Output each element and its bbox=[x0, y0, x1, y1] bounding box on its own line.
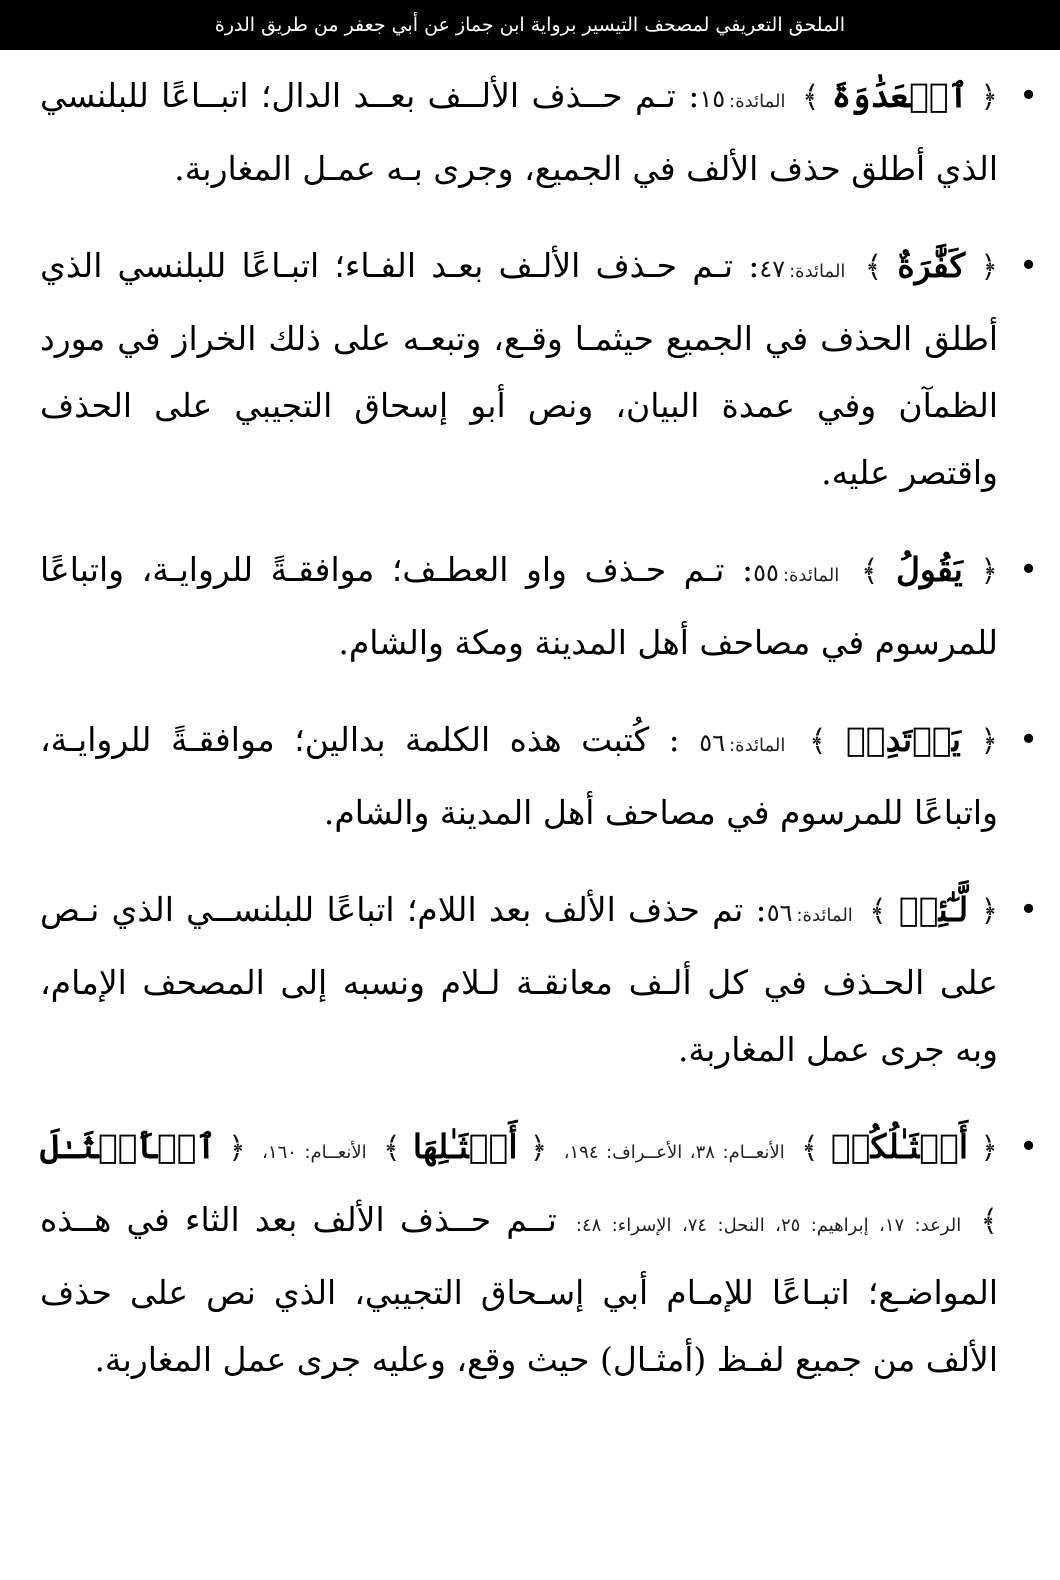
list-item bbox=[40, 62, 1038, 202]
bullet-icon: • bbox=[1019, 720, 1038, 758]
page-header bbox=[0, 0, 1060, 50]
ornament-open-icon: ﴿ bbox=[980, 724, 998, 759]
ornament-close-icon: ﴾ bbox=[808, 724, 827, 759]
entry-text: : تم حذف الألف بعد اللام؛ اتباعًا للبلنســي الذي نـص على الحـذف في كل ألـف معانقـة لـلام ونسبه إلى المصحف الإمام، وبه جرى عمل المغاربة. bbox=[40, 890, 998, 1069]
entry-text: : كُتبت هذه الكلمة بدالين؛ موافقـةً للروايـة، واتباعًا للمرسوم في مصاحف أهل المدينة والشام. bbox=[40, 720, 998, 832]
header-title: الملحق التعريفي لمصحف التيسير برواية ابن جماز عن أبي جعفر من طريق الدرة bbox=[214, 14, 846, 36]
quran-word: كَفَّٰرَةٌ bbox=[897, 246, 966, 285]
verse-number: ١٥ bbox=[699, 85, 726, 113]
ornament-open-icon: ﴿ bbox=[980, 80, 998, 115]
document-body bbox=[40, 62, 1038, 1423]
ornament-close-icon: ﴾ bbox=[383, 1131, 401, 1166]
ornament-close-icon: ﴾ bbox=[801, 1131, 819, 1166]
ornament-open-icon: ﴿ bbox=[228, 1131, 246, 1166]
ornament-close-icon: ﴾ bbox=[801, 80, 820, 115]
surah-label: المائدة: bbox=[789, 261, 846, 282]
bullet-icon: • bbox=[1019, 890, 1038, 928]
quran-word: يَقُولُ bbox=[895, 550, 963, 589]
ornament-open-icon: ﴿ bbox=[529, 1131, 548, 1166]
ornament-close-icon: ﴾ bbox=[860, 554, 879, 589]
quran-word: ٱلۡعَدَٰوَةَ bbox=[831, 76, 969, 115]
ornament-close-icon: ﴾ bbox=[869, 894, 887, 929]
surah-label: المائدة: bbox=[729, 91, 786, 112]
verse-number: ٥٦ bbox=[766, 899, 793, 927]
list-item bbox=[40, 1113, 1038, 1393]
bullet-icon: • bbox=[1019, 550, 1038, 588]
list-item bbox=[40, 536, 1038, 676]
bullet-icon: • bbox=[1019, 1127, 1038, 1165]
ornament-open-icon: ﴿ bbox=[980, 250, 998, 285]
bullet-icon: • bbox=[1019, 76, 1038, 114]
quran-word: لَّـٰٓئِمٖ bbox=[898, 890, 969, 929]
entry-text: : تـم حــذف الألــف بعــد الدال؛ اتبــاعًا للبلنسي الذي أطلق حذف الألف في الجميع، وجرى بـه عمـل المغاربة. bbox=[40, 76, 998, 188]
entry-text: : تـم حـذف الألـف بعـد الفـاء؛ اتبـاعًا للبلنسي الذي أطلق الحذف في الجميع حيثمـا وقـع، وتبعـه على ذلك الخراز في مورد الظمآن وفي عمدة البيان، ونص أبو إسحاق التجيبي على الحذف واقتصر عليه. bbox=[40, 246, 998, 492]
surah-label: المائدة: bbox=[796, 905, 853, 926]
verse-number: ٤٧ bbox=[759, 255, 786, 283]
surah-label: المائدة: bbox=[782, 565, 840, 586]
verse-number: ٥٥ bbox=[753, 559, 779, 587]
ornament-close-icon: ﴾ bbox=[980, 1204, 998, 1239]
entry-text: تــم حــذف الألف بعد الثاء في هــذه المواضـع؛ اتبـاعًا للإمـام أبي إسـحاق التجيبي، الذي نص على حذف الألف من جميع لفـظ (أمثـال) حيث وقع، وعليه جرى عمل المغاربة. bbox=[40, 1200, 998, 1379]
ornament-open-icon: ﴿ bbox=[980, 1131, 998, 1166]
list-item bbox=[40, 232, 1038, 506]
ornament-open-icon: ﴿ bbox=[980, 554, 998, 589]
verse-number: ٥٦ bbox=[699, 729, 726, 757]
entry-text: : تـم حـذف واو العطـف؛ موافقـةً للروايـة، واتباعًا للمرسوم في مصاحف أهل المدينة ومكة والشام. bbox=[40, 550, 998, 662]
surah-label: المائدة: bbox=[729, 735, 786, 756]
quran-word: أَمۡثَـٰلُكُمۡ bbox=[830, 1127, 969, 1166]
quran-word: يَرۡتَدِدۡ bbox=[846, 720, 961, 759]
quran-word: ٱلۡأَمۡثَـٰلَ bbox=[40, 1127, 216, 1166]
ornament-close-icon: ﴾ bbox=[864, 250, 883, 285]
bullet-icon: • bbox=[1019, 246, 1038, 284]
list-item bbox=[40, 876, 1038, 1083]
surah-reference: الأنعــام: ٣٨، الأعــراف: ١٩٤، bbox=[563, 1142, 785, 1163]
surah-reference: الرعد: ١٧، إبراهيم: ٢٥، النحل: ٧٤، الإسراء: ٤٨: bbox=[575, 1215, 962, 1236]
list-item bbox=[40, 706, 1038, 846]
surah-reference: الأنعــام: ١٦٠، bbox=[262, 1142, 367, 1163]
ornament-open-icon: ﴿ bbox=[980, 894, 999, 929]
quran-word: أَمۡثَـٰلِهَا bbox=[412, 1127, 518, 1166]
